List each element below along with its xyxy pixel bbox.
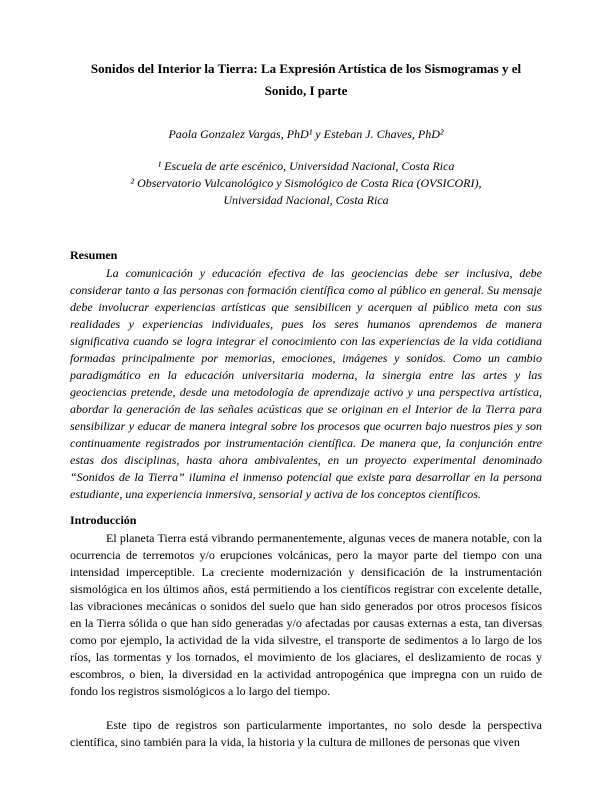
intro-paragraph-2: Este tipo de registros son particularmente importantes, no solo desde la perspectiva científica, sino también para la vida, la historia y la cultura de millones de personas que viven (70, 718, 542, 749)
affiliation-line-2: ² Observatorio Vulcanológico y Sismológico de Costa Rica (OVSICORI), (130, 176, 482, 190)
authors-line: Paola Gonzalez Vargas, PhD¹ y Esteban J. Chaves, PhD² (168, 127, 444, 141)
abstract-text: La comunicación y educación efectiva de las geociencias debe ser inclusiva, debe considerar tanto a las personas con formación científica como al público en general. Su mensaje debe involucrar experiencias artísticas que sensibilicen y acerquen al público meta con sus realidades y experiencias individuales, pues los seres humanos aprendemos de manera significativa cuando se logra integrar el conocimiento con las experiencias de la vida cotidiana formadas principalmente por memorias, emociones, imágenes y sonidos. Como un cambio paradigmático en la educación universitaria moderna, la sinergia entre las artes y las geociencias pretende, desde una metodología de aprendizaje activo y una perspectiva artística, abordar la generación de las señales acústicas que se originan en el Interior de la Tierra para sensibilizar y educar de manera integral sobre los procesos que ocurren bajo nuestros pies y son continuamente registrados por instrumentación científica. De manera que, la conjunción entre estas dos disciplinas, hasta ahora ambivalentes, en un proyecto experimental denominado “Sonidos de la Tierra” ilumina el inmenso potencial que existe para desarrollar en la persona estudiante, una experiencia inmersiva, sensorial y activa de los conceptos científicos. (70, 266, 542, 501)
affiliation-line-3: Universidad Nacional, Costa Rica (223, 193, 389, 207)
affiliation-line-1: ¹ Escuela de arte escénico, Universidad Nacional, Costa Rica (157, 159, 455, 173)
section-heading-introduccion: Introducción (70, 513, 137, 527)
section-heading-resumen: Resumen (70, 248, 118, 262)
affiliations-block (70, 158, 542, 209)
intro-paragraph-1: El planeta Tierra está vibrando permanentemente, algunas veces de manera notable, con la ocurrencia de terremotos y/o erupciones volcánicas, pero la mayor parte del tiempo con una intensidad imperceptible. La creciente modernización y densificación de la instrumentación sismológica en los últimos años, está permitiendo a los científicos registrar con excelente detalle, las vibraciones mecánicas o sonidos del suelo que han sido generados por otros procesos físicos en la Tierra sólida o que han sido generadas y/o afectadas por causas externas a esta, tan diversas como por ejemplo, la actividad de la vida silvestre, el transporte de sedimentos a lo largo de los ríos, las tormentas y los tornados, el movimiento de los glaciares, el deslizamiento de rocas y escombros, o bien, la diversidad en la actividad antropogénica que impregna con un ruido de fondo los registros sismológicos a lo largo del tiempo. (70, 531, 542, 698)
paper-title: Sonidos del Interior la Tierra: La Expresión Artística de los Sismogramas y el Sonido, I parte (90, 61, 522, 98)
